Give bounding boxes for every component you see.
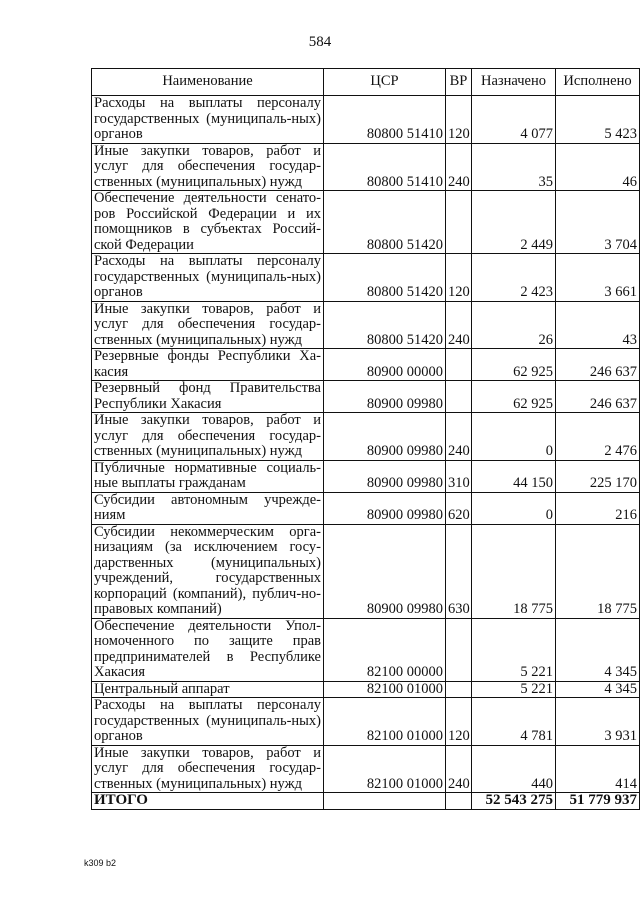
page-number: 584 bbox=[308, 34, 332, 50]
row-csr: 80800 51410 bbox=[324, 96, 446, 144]
header-row bbox=[92, 69, 640, 96]
row-vr bbox=[446, 381, 472, 413]
row-vr: 240 bbox=[446, 301, 472, 349]
row-name: Расходы на выплаты персоналу государственных (муниципаль-ных) органов bbox=[92, 254, 324, 302]
row-vr: 240 bbox=[446, 143, 472, 191]
table-row bbox=[92, 681, 640, 698]
row-name: Иные закупки товаров, работ и услуг для обеспечения государ-ственных (муниципальных) нужд bbox=[92, 301, 324, 349]
row-executed: 246 637 bbox=[556, 349, 640, 381]
header-csr: ЦСР bbox=[324, 69, 446, 96]
total-planned: 52 543 275 bbox=[472, 793, 556, 810]
row-vr bbox=[446, 618, 472, 681]
table-total bbox=[92, 793, 640, 810]
row-csr: 80900 09980 bbox=[324, 460, 446, 492]
row-planned: 4 077 bbox=[472, 96, 556, 144]
row-name: Иные закупки товаров, работ и услуг для обеспечения государ-ственных (муниципальных) нужд bbox=[92, 745, 324, 793]
row-executed: 225 170 bbox=[556, 460, 640, 492]
row-executed: 414 bbox=[556, 745, 640, 793]
row-planned: 440 bbox=[472, 745, 556, 793]
row-planned: 26 bbox=[472, 301, 556, 349]
row-vr: 630 bbox=[446, 524, 472, 618]
row-csr: 82100 01000 bbox=[324, 745, 446, 793]
row-csr: 80800 51420 bbox=[324, 301, 446, 349]
row-vr bbox=[446, 191, 472, 254]
table-row bbox=[92, 698, 640, 746]
table-row bbox=[92, 413, 640, 461]
row-executed: 3 661 bbox=[556, 254, 640, 302]
row-executed: 3 704 bbox=[556, 191, 640, 254]
row-csr: 80900 00000 bbox=[324, 349, 446, 381]
row-csr: 80900 09980 bbox=[324, 492, 446, 524]
total-vr bbox=[446, 793, 472, 810]
row-name: Иные закупки товаров, работ и услуг для обеспечения государ-ственных (муниципальных) нужд bbox=[92, 143, 324, 191]
table-row bbox=[92, 524, 640, 618]
row-name: Обеспечение деятельности Упол-номоченного по защите прав предпринимателей в Республике Хакасия bbox=[92, 618, 324, 681]
table-row bbox=[92, 96, 640, 144]
row-vr: 310 bbox=[446, 460, 472, 492]
row-csr: 80900 09980 bbox=[324, 413, 446, 461]
row-vr: 240 bbox=[446, 745, 472, 793]
row-name: Центральный аппарат bbox=[92, 681, 324, 698]
row-name: Резервные фонды Республики Ха-касия bbox=[92, 349, 324, 381]
row-csr: 82100 01000 bbox=[324, 681, 446, 698]
row-vr: 240 bbox=[446, 413, 472, 461]
row-planned: 62 925 bbox=[472, 381, 556, 413]
row-csr: 80800 51420 bbox=[324, 191, 446, 254]
row-executed: 18 775 bbox=[556, 524, 640, 618]
row-planned: 2 449 bbox=[472, 191, 556, 254]
row-planned: 44 150 bbox=[472, 460, 556, 492]
row-executed: 216 bbox=[556, 492, 640, 524]
row-name: Субсидии некоммерческим орга-низациям (за исключением госу-дарственных (муниципальных) учреждений, государственных корпораций (компаний), публич-но-правовых компаний) bbox=[92, 524, 324, 618]
row-planned: 5 221 bbox=[472, 618, 556, 681]
total-label: ИТОГО bbox=[92, 793, 324, 810]
row-vr: 120 bbox=[446, 96, 472, 144]
row-vr bbox=[446, 349, 472, 381]
table-row bbox=[92, 745, 640, 793]
row-executed: 4 345 bbox=[556, 618, 640, 681]
row-csr: 82100 01000 bbox=[324, 698, 446, 746]
row-planned: 35 bbox=[472, 143, 556, 191]
row-executed: 46 bbox=[556, 143, 640, 191]
row-name: Расходы на выплаты персоналу государственных (муниципаль-ных) органов bbox=[92, 96, 324, 144]
header-planned: Назначено bbox=[472, 69, 556, 96]
row-csr: 80800 51420 bbox=[324, 254, 446, 302]
row-planned: 5 221 bbox=[472, 681, 556, 698]
table-row bbox=[92, 301, 640, 349]
row-vr bbox=[446, 681, 472, 698]
row-vr: 120 bbox=[446, 254, 472, 302]
row-vr: 620 bbox=[446, 492, 472, 524]
row-planned: 4 781 bbox=[472, 698, 556, 746]
table-header bbox=[92, 69, 640, 96]
row-name: Резервный фонд Правительства Республики Хакасия bbox=[92, 381, 324, 413]
row-csr: 80800 51410 bbox=[324, 143, 446, 191]
total-csr bbox=[324, 793, 446, 810]
row-executed: 43 bbox=[556, 301, 640, 349]
row-executed: 4 345 bbox=[556, 681, 640, 698]
row-planned: 18 775 bbox=[472, 524, 556, 618]
row-executed: 246 637 bbox=[556, 381, 640, 413]
row-csr: 80900 09980 bbox=[324, 381, 446, 413]
table-row bbox=[92, 254, 640, 302]
total-row bbox=[92, 793, 640, 810]
table-row bbox=[92, 191, 640, 254]
row-executed: 5 423 bbox=[556, 96, 640, 144]
row-planned: 0 bbox=[472, 413, 556, 461]
table-row bbox=[92, 492, 640, 524]
header-name: Наименование bbox=[92, 69, 324, 96]
row-planned: 2 423 bbox=[472, 254, 556, 302]
row-executed: 3 931 bbox=[556, 698, 640, 746]
table-row bbox=[92, 381, 640, 413]
budget-table bbox=[91, 68, 640, 810]
footer-code: k309 b2 bbox=[84, 858, 117, 868]
table-row bbox=[92, 349, 640, 381]
table-row bbox=[92, 460, 640, 492]
row-csr: 82100 00000 bbox=[324, 618, 446, 681]
table-row bbox=[92, 143, 640, 191]
table-row bbox=[92, 618, 640, 681]
row-executed: 2 476 bbox=[556, 413, 640, 461]
row-name: Обеспечение деятельности сенато-ров Российской Федерации и их помощников в субъектах Россий-ской Федерации bbox=[92, 191, 324, 254]
row-csr: 80900 09980 bbox=[324, 524, 446, 618]
row-name: Публичные нормативные социаль-ные выплаты гражданам bbox=[92, 460, 324, 492]
row-vr: 120 bbox=[446, 698, 472, 746]
row-name: Расходы на выплаты персоналу государственных (муниципаль-ных) органов bbox=[92, 698, 324, 746]
header-executed: Исполнено bbox=[556, 69, 640, 96]
row-name: Субсидии автономным учрежде-ниям bbox=[92, 492, 324, 524]
row-name: Иные закупки товаров, работ и услуг для обеспечения государ-ственных (муниципальных) нужд bbox=[92, 413, 324, 461]
table-body bbox=[92, 96, 640, 793]
row-planned: 62 925 bbox=[472, 349, 556, 381]
row-planned: 0 bbox=[472, 492, 556, 524]
total-executed: 51 779 937 bbox=[556, 793, 640, 810]
header-vr: ВР bbox=[446, 69, 472, 96]
